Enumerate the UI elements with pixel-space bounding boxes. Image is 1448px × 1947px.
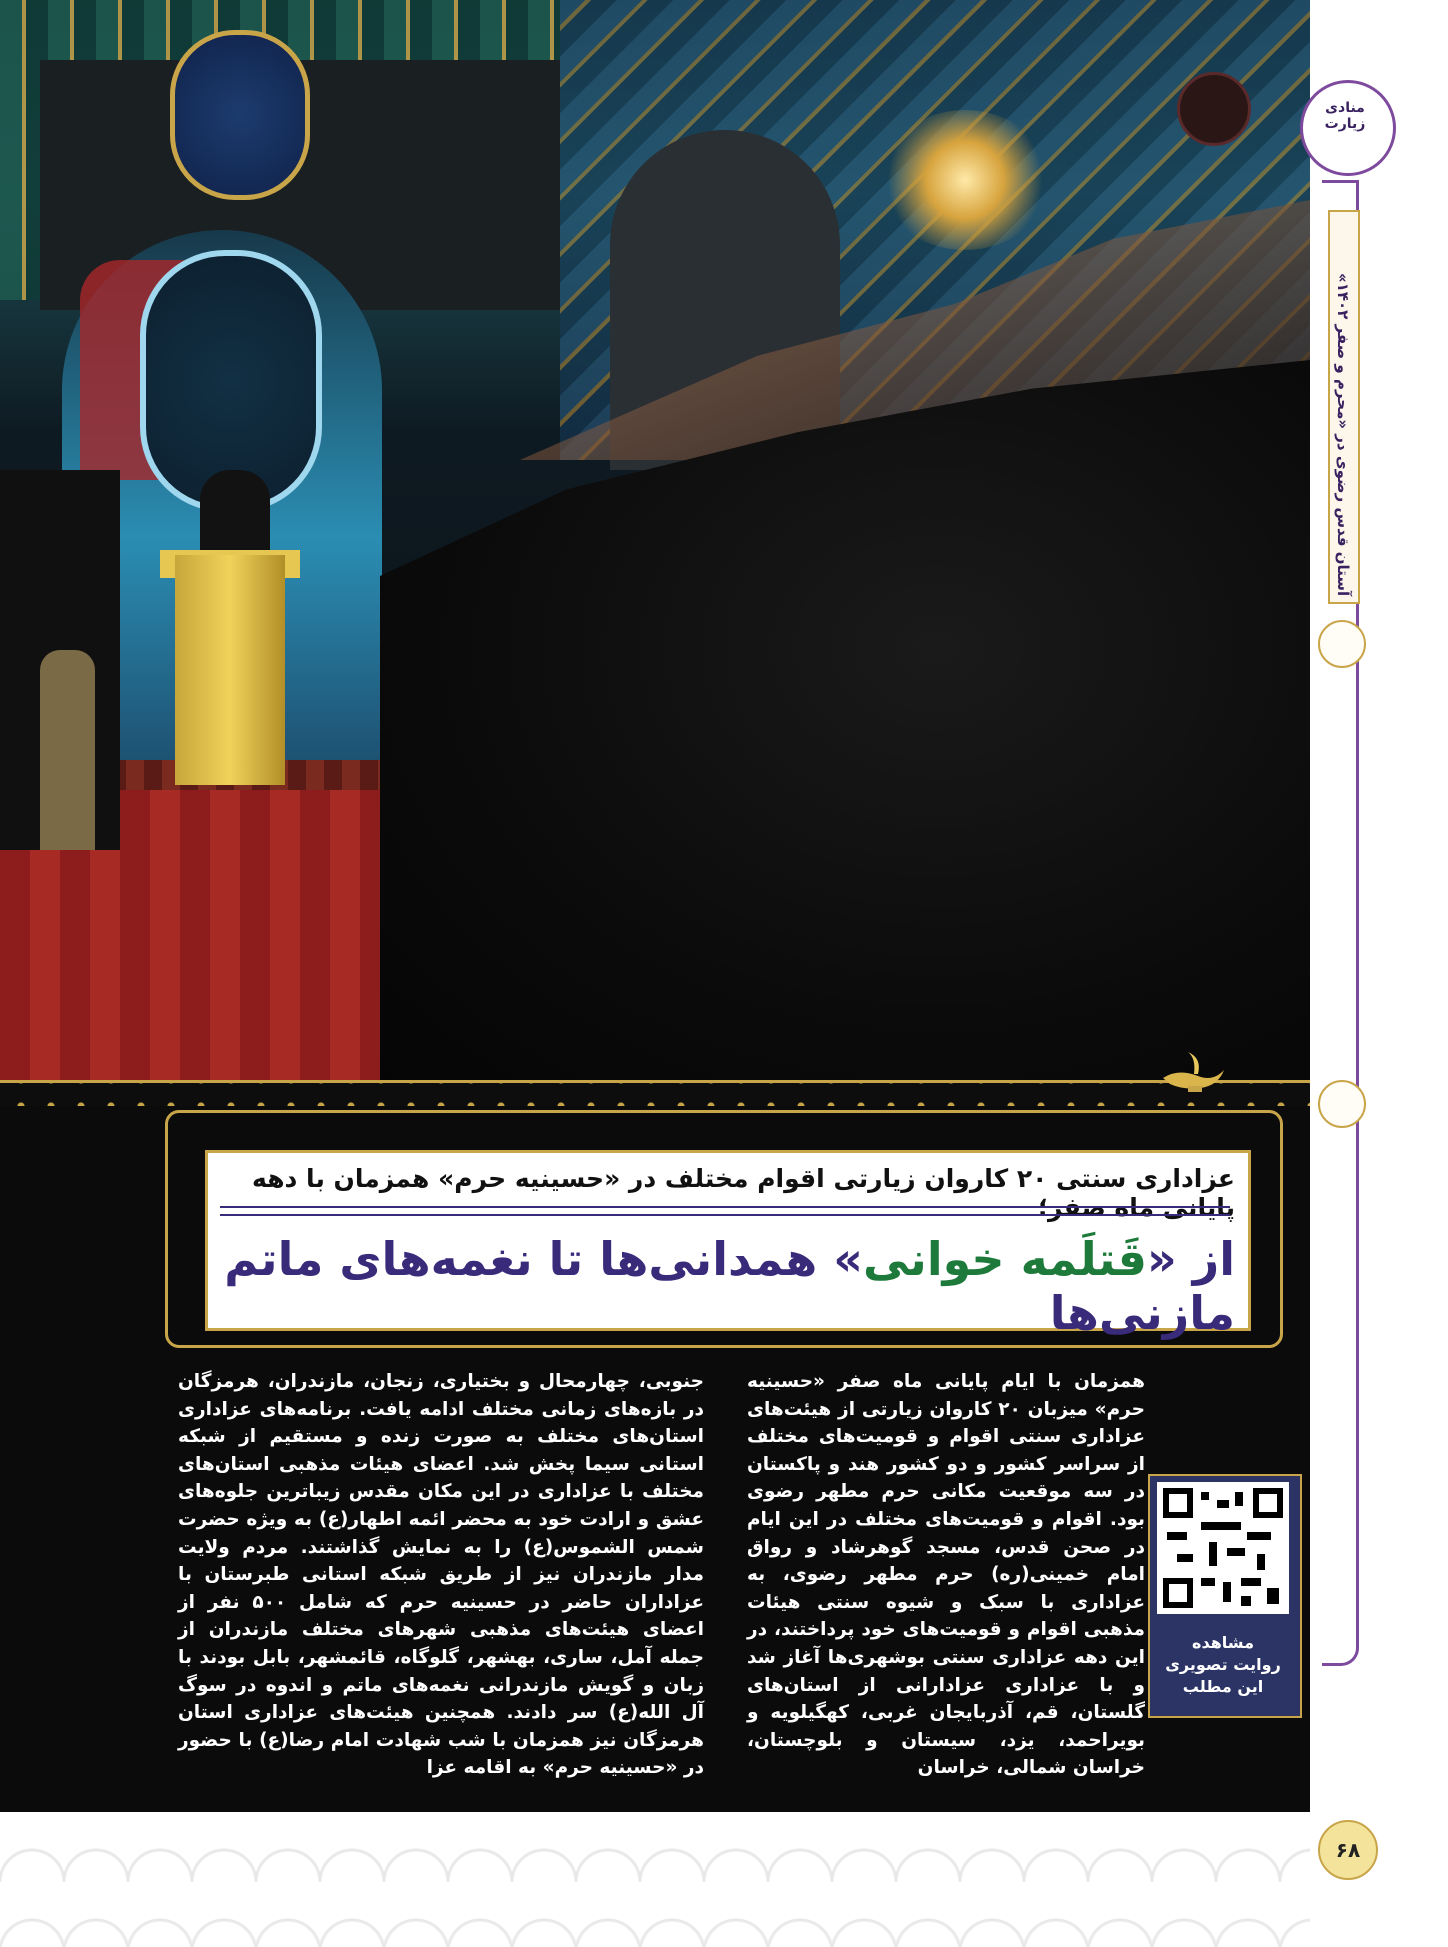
qr-caption bbox=[1150, 1632, 1296, 1698]
calligraphy-medallion-top bbox=[170, 30, 310, 200]
headline-suffix: » همدانی‌ها تا نغمه‌های ماتم مازنی‌ها bbox=[224, 1232, 1235, 1340]
eulogist-figure bbox=[200, 470, 270, 560]
qr-caption-line: این مطلب bbox=[1182, 1677, 1264, 1696]
section-vertical-title: آستان قدس رضوی در «محرم و صفر ۱۴۰۲» bbox=[1334, 272, 1352, 596]
article-body-column-right: همزمان با ایام پایانی ماه صفر «حسینیه حرم» میزبان ۲۰ کاروان زیارتی از هیئت‌های عزاداری سنتی اقوام و قومیت‌های مختلف از سراسر کشور و دو کشور هند و پاکستان در سه موقعیت مکانی حرم مطهر رضوی بود. اقوام و قومیت‌های مختلف در این ایام در صحن قدس، مسجد گوهرشاد و رواق امام خمینی(ره) حرم مطهر رضوی، به عزاداری با سبک و شیوه سنتی هیئات مذهبی اقوام و قومیت‌های خود پرداختند، در این دهه عزاداری سنتی بوشهری‌ها آغاز شد و با عزاداری عزادارانی از استان‌های گلستان، قم، آذربایجان غربی، کهگیلویه و بویراحمد، یزد، سیستان و بلوچستان، خراسان شمالی، خراسان bbox=[747, 1371, 1145, 1779]
headline-prefix: از « bbox=[1147, 1232, 1235, 1286]
article-subtitle: عزاداری سنتی ۲۰ کاروان زیارتی اقوام مختلف در «حسینیه حرم» همزمان با دهه پایانی ماه صفر؛ bbox=[252, 1164, 1235, 1222]
mourners-crowd bbox=[380, 360, 1310, 1080]
ornament-icon bbox=[1318, 620, 1366, 668]
headline-highlight: قَتلَمه خوانی bbox=[863, 1232, 1148, 1286]
ornament-icon bbox=[1318, 1080, 1366, 1128]
qr-caption-line: روایت تصویری bbox=[1165, 1655, 1281, 1674]
photo-logo-roundel bbox=[1177, 72, 1251, 146]
standing-boy bbox=[40, 650, 95, 850]
magazine-emblem-text: منادی زیارت bbox=[1324, 100, 1366, 132]
qr-caption-line: مشاهده bbox=[1192, 1633, 1254, 1652]
article-headline bbox=[215, 1232, 1235, 1340]
article-body-column-left: جنوبی، چهارمحال و بختیاری، زنجان، مازندران، هرمزگان در بازه‌های زمانی مختلف ادامه یافت. برنامه‌های عزاداری استان‌های مختلف به صورت زنده و مستقیم از شبکه استانی سیما پخش شد. اعضای هیئات مذهبی استان‌های مختلف با عزاداری در این مکان مقدس زیباترین جلوه‌های عشق و ارادت خود به محضر ائمه اطهار(ع) به ویژه حضرت شمس الشموس(ع) را به نمایش گذاشتند. مردم ولایت مدار مازندران نیز از طریق شبکه استانی طبرستان با عزاداران حاضر در حسینیه حرم که شامل ۵۰۰ نفر از اعضای هیئت‌های مذهبی شهرهای مختلف مازندران از جمله آمل، ساری، بهشهر، گلوگاه، قائمشهر، بابل بودند با زبان و گویش مازندرانی نغمه‌های ماتم و اندوه در سوگ آل الله(ع) سر دادند. همچنین هیئت‌های عزاداری استان هرمزگان نیز همزمان با شب شهادت امام رضا(ع) با حضور در «حسینیه حرم» به اقامه عزا bbox=[178, 1371, 704, 1779]
oil-lamp-icon bbox=[1158, 1048, 1228, 1098]
podium bbox=[175, 555, 285, 785]
qr-code[interactable] bbox=[1157, 1482, 1289, 1614]
footer-arch-pattern bbox=[0, 1812, 1310, 1947]
chandelier bbox=[880, 110, 1050, 250]
title-divider bbox=[220, 1206, 1230, 1216]
page-number: ۶۸ bbox=[1318, 1820, 1378, 1880]
